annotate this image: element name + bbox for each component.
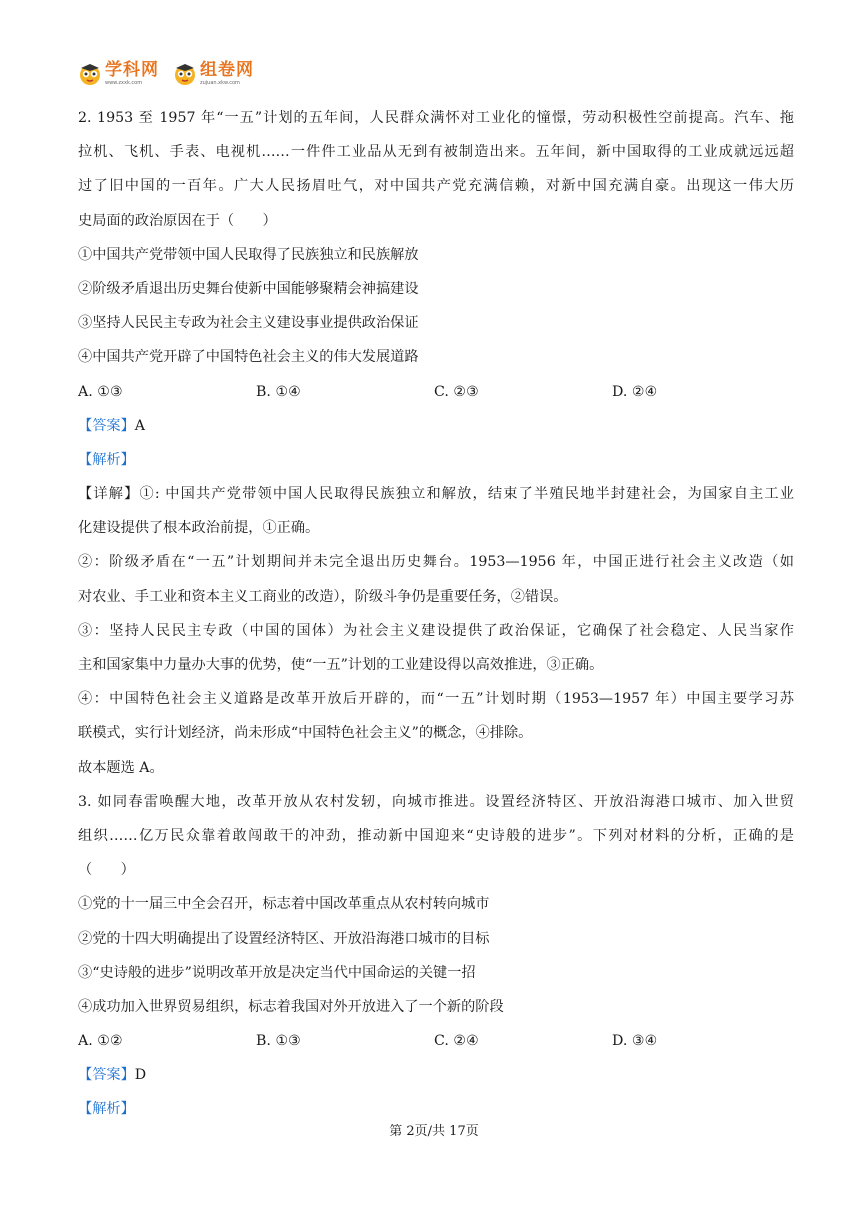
q2-stem-line: 拉机、飞机、手表、电视机……一件件工业品从无到有被制造出来。五年间，新中国取得的工业成就远远超 <box>78 144 794 161</box>
owl-logo-icon <box>173 62 197 86</box>
q2-detail-line: ③：坚持人民民主专政（中国的国体）为社会主义建设提供了政治保证，它确保了社会稳定、人民当家作 <box>78 622 794 639</box>
answer-value: A <box>134 417 146 434</box>
q2-stem-line: 过了旧中国的一百年。广大人民扬眉吐气，对中国共产党充满信赖，对新中国充满自豪。出现这一伟大历 <box>78 178 794 195</box>
q2-stem-line: 史局面的政治原因在于（ ） <box>78 212 277 229</box>
q2-detail-line: ④：中国特色社会主义道路是改革开放后开辟的，而“一五”计划时期（1953—1957 年）中国主要学习苏 <box>78 691 794 708</box>
logo-url: zujuan.xkw.com <box>200 80 240 86</box>
document-body <box>78 101 794 1127</box>
q2-option-d: D. ②④ <box>612 383 658 400</box>
answer-tag: 【答案】 <box>78 1067 135 1084</box>
detail-text: ①: 中国共产党带领中国人民取得民族独立和解放，结束了半殖民地半封建社会，为国家自主工业 <box>139 486 794 503</box>
q3-stem-line: 组织……亿万民众靠着敢闯敢干的冲劲，推动新中国迎来“史诗般的进步”。下列对材料的分析，正确的是 <box>78 827 794 844</box>
q2-detail-line: 对农业、手工业和资本主义工商业的改造），阶级斗争仍是重要任务，②错误。 <box>78 588 568 605</box>
page-header <box>78 62 254 98</box>
q2-detail-line: ②：阶级矛盾在“一五”计划期间并未完全退出历史舞台。1953—1956 年，中国正进行社会主义改造（如 <box>78 554 794 571</box>
q3-option-a: A. ①② <box>78 1033 123 1050</box>
q3-statement: ③“史诗般的进步”说明改革开放是决定当代中国命运的关键一招 <box>78 964 476 981</box>
owl-logo-icon <box>78 62 102 86</box>
logo-text: 组卷网 <box>200 60 254 80</box>
q2-statement: ③坚持人民民主专政为社会主义建设事业提供政治保证 <box>78 315 419 332</box>
analysis-tag: 【解析】 <box>78 451 135 468</box>
q3-answer <box>78 1058 794 1092</box>
q3-statement: ①党的十一届三中全会召开，标志着中国改革重点从农村转向城市 <box>78 896 490 913</box>
q2-option-a: A. ①③ <box>78 383 123 400</box>
answer-tag: 【答案】 <box>78 417 135 434</box>
q3-statement: ②党的十四大明确提出了设置经济特区、开放沿海港口城市的目标 <box>78 930 490 947</box>
answer-value: D <box>134 1067 147 1084</box>
q2-statement: ①中国共产党带领中国人民取得了民族独立和民族解放 <box>78 246 419 263</box>
q3-option-c: C. ②④ <box>434 1033 479 1050</box>
detail-tag: 【详解】 <box>78 486 140 503</box>
logo-text: 学科网 <box>105 60 159 80</box>
q2-statement: ②阶级矛盾退出历史舞台使新中国能够聚精会神搞建设 <box>78 280 419 297</box>
q2-option-b: B. ①④ <box>256 383 301 400</box>
q2-conclusion: 故本题选 A。 <box>78 759 164 776</box>
xuekewang-logo <box>78 62 159 86</box>
q2-detail-line: 化建设提供了根本政治前提，①正确。 <box>78 520 320 537</box>
q3-option-d: D. ③④ <box>612 1033 658 1050</box>
q2-answer <box>78 409 794 443</box>
q2-options <box>78 375 794 409</box>
page-number: 第 2页/共 17页 <box>389 1124 479 1139</box>
q3-options <box>78 1024 794 1058</box>
q3-stem-line: （ ） <box>78 862 135 879</box>
q2-detail-line <box>78 477 794 511</box>
q3-stem-line: 3. 如同春雷唤醒大地，改革开放从农村发轫，向城市推进。设置经济特区、开放沿海港口城市、加入世贸 <box>78 793 794 810</box>
q3-option-b: B. ①③ <box>256 1033 301 1050</box>
q2-detail-line: 主和国家集中力量办大事的优势，使“一五”计划的工业建设得以高效推进，③正确。 <box>78 657 604 673</box>
q2-analysis <box>78 443 794 477</box>
q3-statement: ④成功加入世界贸易组织，标志着我国对外开放进入了一个新的阶段 <box>78 998 504 1015</box>
q2-detail-line: 联模式，实行计划经济，尚未形成“中国特色社会主义”的概念，④排除。 <box>78 725 533 742</box>
logo-url: www.zxxk.com <box>105 80 143 86</box>
q2-stem-line: 2. 1953 至 1957 年“一五”计划的五年间，人民群众满怀对工业化的憧憬，劳动积极性空前提高。汽车、拖 <box>78 110 794 126</box>
q2-option-c: C. ②③ <box>434 383 479 400</box>
q2-statement: ④中国共产党开辟了中国特色社会主义的伟大发展道路 <box>78 349 419 366</box>
analysis-tag: 【解析】 <box>78 1101 135 1118</box>
zujuanwang-logo <box>173 62 254 86</box>
